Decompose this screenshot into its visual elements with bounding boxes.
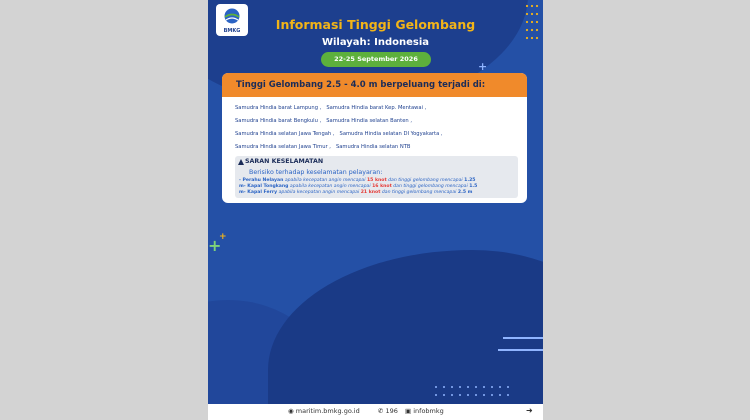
- safety-advice-line: [239, 190, 472, 195]
- plus-decoration-icon: +: [219, 232, 227, 242]
- advice-text: apabila kecepatan angin mencapai: [277, 190, 361, 195]
- wave-info-card: [222, 73, 527, 203]
- vessel-type: m- Kapal Tongkang: [239, 184, 289, 189]
- phone-text: 196: [385, 407, 398, 415]
- safety-advice-line: [239, 178, 475, 183]
- area-item: Samudra Hindia barat Lampung ,: [235, 105, 322, 111]
- infographic-poster: [208, 0, 543, 420]
- wave-height-value: 1.25: [464, 178, 476, 183]
- card-heading: Tinggi Gelombang 2.5 - 4.0 m berpeluang terjadi di:: [222, 73, 527, 97]
- area-item: Samudra Hindia barat Kep. Mentawai ,: [326, 105, 427, 111]
- safety-advice-line: [239, 184, 477, 189]
- wind-speed-value: 16 knot: [372, 184, 392, 189]
- area-row: [235, 105, 431, 111]
- page-title: Informasi Tinggi Gelombang: [275, 17, 476, 32]
- advice-text: apabila kecepatan angin mencapai: [288, 184, 373, 189]
- advice-text: apabila kecepatan angin mencapai: [283, 178, 367, 183]
- instagram-link[interactable]: [405, 407, 444, 415]
- line-decoration: [503, 337, 543, 339]
- warning-icon: [238, 159, 244, 165]
- area-item: Samudra Hindia selatan Jawa Tengah ,: [235, 131, 335, 137]
- advice-text: dan tinggi gelombang mencapai: [391, 184, 470, 189]
- area-item: Samudra Hindia selatan NTB: [335, 144, 411, 150]
- globe-icon: ◉: [288, 407, 294, 415]
- plus-decoration-icon: +: [478, 60, 488, 73]
- phone-contact[interactable]: [378, 407, 398, 415]
- logo-text: BMKG: [223, 28, 241, 34]
- dot-pattern-decoration: [433, 384, 513, 400]
- wind-speed-value: 15 knot: [366, 178, 387, 183]
- advice-text: dan tinggi gelombang mencapai: [386, 178, 465, 183]
- instagram-text: infobmkg: [413, 407, 444, 415]
- line-decoration: [498, 349, 543, 351]
- area-item: Samudra Hindia selatan Jawa Timur ,: [235, 144, 331, 150]
- area-row: [235, 144, 415, 150]
- region-subtitle: Wilayah: Indonesia: [321, 37, 430, 48]
- website-text: maritim.bmkg.go.id: [295, 407, 360, 415]
- plus-decoration-icon: +: [208, 236, 222, 255]
- advice-text: dan tinggi gelombang mencapai: [380, 190, 458, 195]
- vessel-type: - Perahu Nelayan: [239, 178, 284, 183]
- area-item: Samudra Hindia barat Bengkulu ,: [235, 118, 322, 124]
- wind-speed-value: 21 knot: [360, 190, 381, 195]
- vessel-type: m- Kapal Ferry: [239, 190, 278, 195]
- safety-advice-title: SARAN KESELAMATAN: [245, 158, 324, 165]
- area-item: Samudra Hindia selatan Banten ,: [326, 118, 412, 124]
- date-badge: 22-25 September 2026: [321, 52, 431, 67]
- phone-icon: ✆: [378, 407, 384, 415]
- safety-advice-box: [235, 156, 518, 198]
- area-row: [235, 131, 448, 137]
- footer-bar: [208, 404, 543, 420]
- instagram-icon: ▣: [405, 407, 412, 415]
- wave-height-value: 2.5 m: [457, 190, 473, 195]
- website-link[interactable]: [288, 407, 360, 415]
- wave-height-value: 1.5: [469, 184, 478, 189]
- safety-advice-subtitle: Berisiko terhadap keselamatan pelayaran:: [249, 169, 383, 176]
- arrow-right-icon[interactable]: ➜: [526, 406, 533, 415]
- area-row: [235, 118, 417, 124]
- area-item: Samudra Hindia selatan DI Yogyakarta ,: [339, 131, 443, 137]
